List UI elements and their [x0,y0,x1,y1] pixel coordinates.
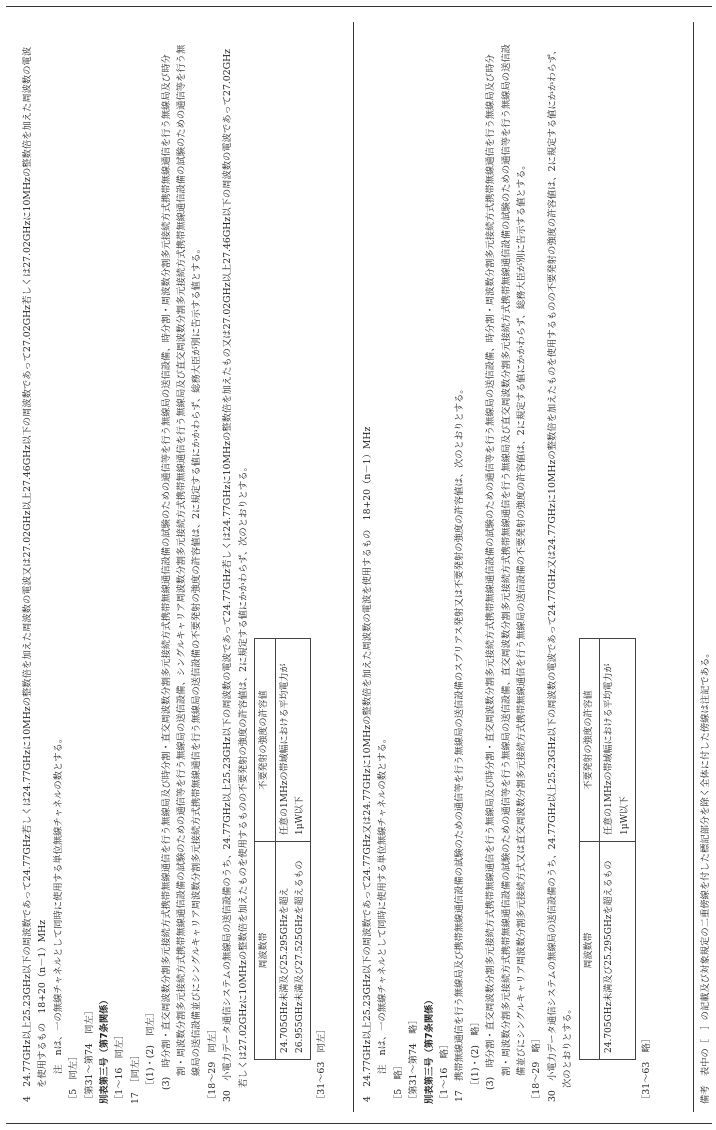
current-omit-1-2: ［(1)・(2) 略］ [469,1017,481,1090]
current-table-header-band: 周波数帯 [579,842,599,1060]
current-note: 注 nは、一の無線チャネルとして同時に使用する単位無線チャネルの数とする。 [377,733,389,1074]
current-item-30: 30 小電力データ通信システムの無線局の送信設備のうち、24.77GHz以上25.23GHz以下の周波数の電波であって24.77GHz又は24.77GHzに10MHzの整数倍を加えたものを使用するものの不要発射の強度の許容値は、2に規定する値にかかわらず、次のとおりとする。 [546,45,574,1102]
revised-appendix-3: 別表第三号（第7条関係） [99,995,111,1104]
revised-omit-5: ［5 同左］ [68,1051,80,1104]
current-table-cell-limit: 任意の1MHzの帯域幅における平均電力が1μW以下 [600,639,636,842]
current-table-header-limit: 不要発射の強度の許容値 [579,639,599,842]
revised-text-column [14,22,354,1112]
revised-table-cell-band: 24.705GHz未満及び25.295GHzを超え26.955GHz未満及び27.525GHzを超えるもの [275,842,311,1060]
revised-omit-31-63: ［31～63 同左］ [316,1024,328,1104]
revised-table-header-limit: 不要発射の強度の許容値 [255,639,275,842]
revised-omit-18-29: ［18～29 同左］ [206,1024,218,1104]
current-omit-18-29: ［18～29 略］ [531,1033,543,1104]
current-omit-1-16: ［1～16 略］ [439,1039,451,1104]
revised-item-4: 4 24.77GHz以上25.23GHz以下の周波数であって24.77GHz若しくは24.77GHzに10MHzの整数倍を加えた周波数の電波又は27.02GHz以上27.46GHz以下の周波数であって27.02GHz若しくは27.02GHzに10MHzの整数倍を加えた周波数の電波を使用するもの 18+20（n－1）MHz [22,46,49,1102]
current-text-column [354,22,694,1112]
current-item-4: 4 24.77GHz以上25.23GHz以下の周波数であって24.77GHz又は24.77GHzに10MHzの整数倍を加えた周波数の電波を使用するもの 18+20（n－1）MHz [362,426,373,1102]
bottom-border [6,1123,712,1124]
current-frequency-table [579,638,636,1060]
revised-frequency-table [254,638,311,1060]
current-omit-31-63: ［31～63 略］ [640,1033,652,1104]
revised-table-header-band: 周波数帯 [255,842,275,1060]
revised-item-17: 17 ［同左］ [129,1050,141,1104]
revised-omit-31-74: ［第31～第74 同左］ [83,1005,95,1104]
revised-item-3: (3) 時分割・直交周波数分割多元接続方式携帯無線通信を行う無線局及び時分割・直交周波数分割多元接続方式携帯無線通信設備の試験のための通信等を行う無線局の送信設備、時分割・周波数分割多元接続方式携帯無線通信を行う無線局及び時分割・周波数分割多元接続方式携帯無線通信設備の試験のための通信等を行う無線局の送信設備、シングルキャリア周波数分割多元接続方式携帯無線通信を行う無線局及び直交周波数分割多元接続方式携帯無線通信設備の試験のための通信等を行う無線局の送信設備並びにシングルキャリア周波数分割多元接続方式携帯無線通信を行う無線局の送信設備の不要発射の強度の許容値は、2に規定する値にかかわらず、総務大臣が別に告示する値とする。 [160,44,203,1090]
current-table-cell-band: 24.705GHz未満及び25.295GHzを超えるもの [600,842,636,1060]
rotated-comparison-table [14,22,711,1112]
current-omit-5: ［5 略］ [392,1060,404,1104]
revised-table-cell-limit: 任意の1MHzの帯域幅における平均電力が1μW以下 [275,639,311,842]
remark-divider [693,22,694,1112]
current-omit-31-74: ［第31～第74 略］ [408,1015,420,1104]
revised-omit-1-16: ［1～16 同左］ [114,1030,126,1104]
revised-item-30: 30 小電力データ通信システムの無線局の送信設備のうち、24.77GHz以上25.23GHz以下の周波数の電波であって24.77GHz若しくは24.77GHzに10MHzの整数倍を加えたもの又は27.02GHz以上27.46GHz以下の周波数の電波であって27.02GHz若しくは27.02GHzに10MHzの整数倍を加えたものを使用するものの不要発射の強度の許容値は、2に規定する値にかかわらず、次のとおりとする。 [222,48,249,1102]
current-item-3: (3) 時分割・直交周波数分割多元接続方式携帯無線通信を行う無線局及び時分割・直交周波数分割多元接続方式携帯無線通信設備の試験のための通信等を行う無線局の送信設備、時分割・周波数分割多元接続方式携帯無線通信を行う無線局及び時分割・周波数分割多元接続方式携帯無線通信設備の試験のための通信等を行う無線局の送信設備、直交周波数分割多元接続方式携帯無線通信を行う無線局及び直交周波数分割多元接続方式携帯無線通信設備の試験のための通信等を行う無線局の送信設備並びにシングルキャリア周波数分割多元接続方式又は直交周波数分割多元接続方式携帯無線通信を行う無線局の送信設備の不要発射の強度の許容値は、2に規定する値にかかわらず、総務大臣が別に告示する値とする。 [485,44,528,1090]
revised-omit-1-2: ［(1)・(2) 同左］ [145,1007,157,1090]
top-border [6,6,712,7]
current-item-17: 17 携帯無線通信を行う無線局及び携帯無線通信設備の試験のための通信等を行う無線局の送信設備のスプリアス発射又は不要発射の強度の許容値は、次のとおりとする。 [454,384,466,1102]
revised-note: 注 nは、一の無線チャネルとして同時に使用する単位無線チャネルの数とする。 [52,733,64,1074]
current-appendix-3: 別表第三号（第7条関係） [423,995,435,1104]
remark-text: 備考 表中の［ ］の記載及び対象規定の二重傍線を付した標記部分を除く全体に付した傍線は注記である。 [700,648,711,1104]
